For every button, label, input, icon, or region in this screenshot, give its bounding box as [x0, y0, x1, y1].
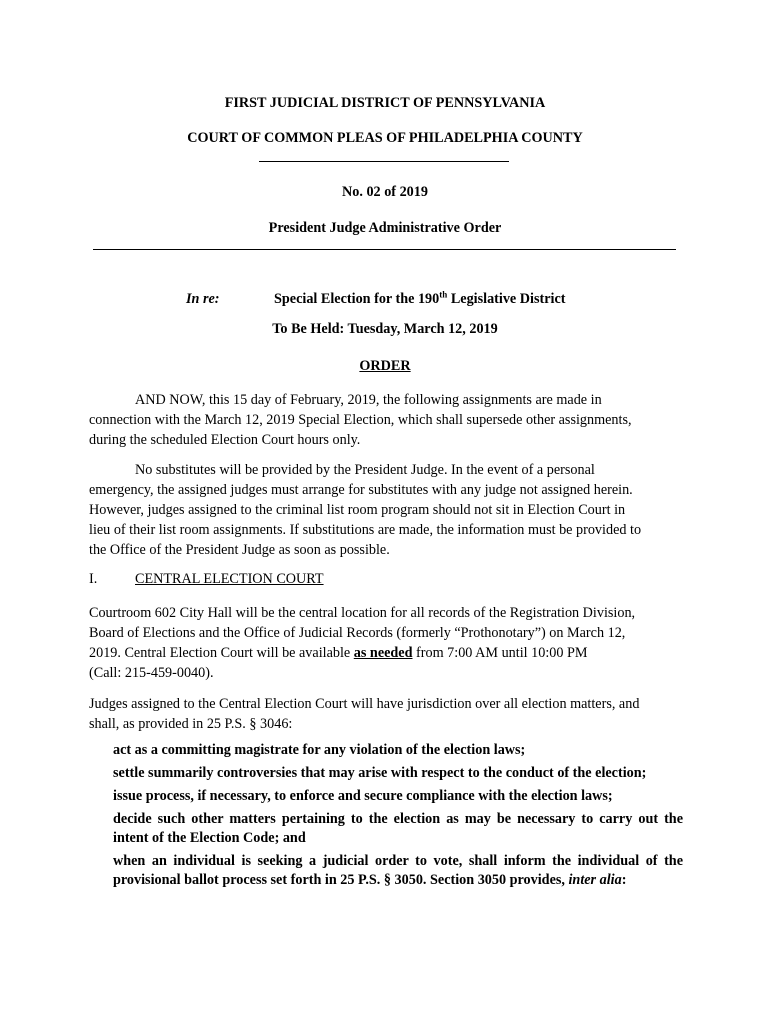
- duty-item-text: when an individual is seeking a judicial order to vote, shall inform the individual of the provisional ballot process set forth in 25 P.S. § 3050. Section 3050 provides,: [113, 853, 683, 888]
- order-heading: ORDER: [359, 358, 411, 374]
- paragraph-jurisdiction: [89, 694, 683, 734]
- paragraph-line: However, judges assigned to the criminal list room program should not sit in Election Court in: [89, 502, 626, 518]
- paragraph-courtroom: [89, 603, 683, 683]
- in-re-subject: [274, 289, 565, 309]
- order-number: No. 02 of 2019: [342, 184, 428, 200]
- section-title: CENTRAL ELECTION COURT: [135, 571, 324, 587]
- subject-ordinal-suffix: th: [439, 289, 448, 300]
- duty-item: settle summarily controversies that may arise with respect to the conduct of the election;: [113, 765, 647, 781]
- hours-text: from 7:00 AM until 10:00 PM: [412, 645, 588, 661]
- order-type: President Judge Administrative Order: [268, 220, 502, 236]
- paragraph-line: Courtroom 602 City Hall will be the central location for all records of the Registration Division,: [89, 605, 636, 621]
- short-divider: [259, 161, 509, 162]
- inter-alia-italic: inter alia: [568, 872, 622, 888]
- section-numeral: I.: [89, 571, 98, 587]
- paragraph-line: emergency, the assigned judges must arrange for substitutes with any judge not assigned herein.: [89, 482, 633, 498]
- paragraph-line: connection with the March 12, 2019 Special Election, which shall supersede other assignments,: [89, 412, 632, 428]
- paragraph-line: No substitutes will be provided by the President Judge. In the event of a personal: [135, 462, 595, 478]
- paragraph-line: the Office of the President Judge as soon as possible.: [89, 542, 390, 558]
- in-re-label: In re:: [186, 291, 220, 307]
- availability-text: 2019. Central Election Court will be available: [89, 645, 354, 661]
- paragraph-substitutes: [89, 460, 683, 560]
- phone-line: (Call: 215-459-0040).: [89, 665, 214, 681]
- court-title: COURT OF COMMON PLEAS OF PHILADELPHIA COUNTY: [187, 130, 583, 146]
- duty-item: decide such other matters pertaining to the election as may be necessary to carry out the intent of the Election Code; and: [113, 811, 683, 846]
- paragraph-line: Board of Elections and the Office of Judicial Records (formerly “Prothonotary”) on March 12,: [89, 625, 626, 641]
- paragraph-line: during the scheduled Election Court hours only.: [89, 432, 361, 448]
- duty-item: [113, 852, 683, 890]
- long-divider: [93, 249, 676, 250]
- duty-item: act as a committing magistrate for any violation of the election laws;: [113, 742, 526, 758]
- paragraph-line: Judges assigned to the Central Election Court will have jurisdiction over all election matters, and: [89, 696, 640, 712]
- paragraph-line: [89, 643, 683, 663]
- district-title: FIRST JUDICIAL DISTRICT OF PENNSYLVANIA: [224, 95, 546, 111]
- paragraph-line: lieu of their list room assignments. If substitutions are made, the information must be provided to: [89, 522, 642, 538]
- subject-prefix: Special Election for the 190: [274, 291, 440, 307]
- as-needed-emphasis: as needed: [353, 645, 413, 661]
- paragraph-assignments: [89, 390, 683, 450]
- duties-list: [113, 741, 683, 894]
- subject-suffix: Legislative District: [447, 291, 566, 307]
- paragraph-line: shall, as provided in 25 P.S. § 3046:: [89, 716, 293, 732]
- election-date-line: To Be Held: Tuesday, March 12, 2019: [272, 321, 498, 337]
- duty-item-colon: :: [621, 872, 627, 888]
- duty-item: issue process, if necessary, to enforce and secure compliance with the election laws;: [113, 788, 613, 804]
- paragraph-line: AND NOW, this 15 day of February, 2019, the following assignments are made in: [135, 392, 602, 408]
